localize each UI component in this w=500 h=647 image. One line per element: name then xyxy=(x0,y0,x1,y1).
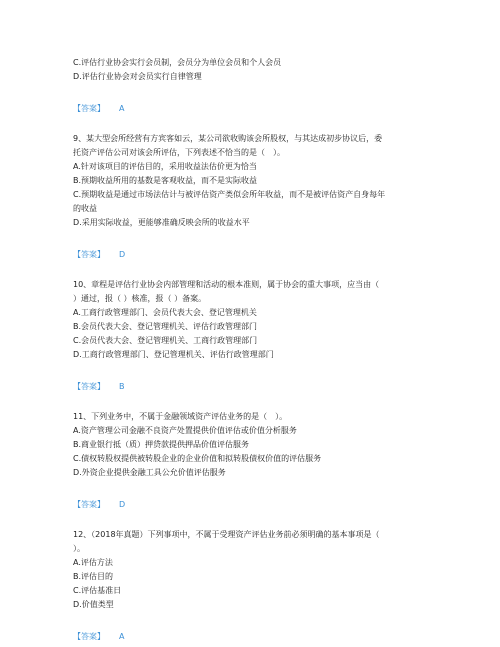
question-9 xyxy=(73,132,433,262)
option-d: D.价值类型 xyxy=(73,600,114,609)
option-d: D.工商行政管理部门、登记管理机关、评估行政管理部门 xyxy=(73,350,274,359)
question-stem-line: 11、下列业务中，不属于金融领域资产评估业务的是（ ）。 xyxy=(73,412,288,421)
answer-line xyxy=(73,630,433,644)
answer-value: D xyxy=(119,500,126,509)
answer-label: 【答案】 xyxy=(73,104,105,113)
option-b: B.会员代表大会、登记管理机关、评估行政管理部门 xyxy=(73,322,258,331)
answer-line xyxy=(73,380,433,394)
option-b: B.评估目的 xyxy=(73,572,114,581)
option-b: B.商业银行抵（质）押贷款提供押品价值评估服务 xyxy=(73,440,250,449)
question-stem-line: ）通过，报（ ）核准，报（ ）备案。 xyxy=(73,294,207,303)
option-c: C.债权转股权提供被转股企业的企业价值和拟转股债权价值的评估服务 xyxy=(73,454,322,463)
option-c: C.预期收益是通过市场法估计与被评估资产类似会所年收益，而不是被评估资产自身每年 xyxy=(73,190,386,199)
answer-label: 【答案】 xyxy=(73,500,105,509)
option-a: A.评估方法 xyxy=(73,558,113,567)
answer-value: A xyxy=(119,632,125,641)
option-d: D.外资企业提供金融工具公允价值评估服务 xyxy=(73,468,226,477)
answer-label: 【答案】 xyxy=(73,382,105,391)
answer-line xyxy=(73,248,433,262)
option-b: B.预期收益所用的基数是客观收益，而不是实际收益 xyxy=(73,176,258,185)
document-page xyxy=(73,56,433,644)
answer-label: 【答案】 xyxy=(73,632,105,641)
option-d: D.评估行业协会对会员实行自律管理 xyxy=(73,72,202,81)
question-12 xyxy=(73,528,433,644)
question-stem-line: 12、（2018年真题）下列事项中，不属于受理资产评估业务前必须明确的基本事项是（ xyxy=(73,530,380,539)
answer-value: B xyxy=(119,382,125,391)
option-c-continued: 的收益 xyxy=(73,204,97,213)
question-stem-line: 10、章程是评估行业协会内部管理和活动的根本准则，属于协会的重大事项，应当由（ xyxy=(73,280,380,289)
option-c: C.评估行业协会实行会员制，会员分为单位会员和个人会员 xyxy=(73,58,282,67)
option-c: C.评估基准日 xyxy=(73,586,122,595)
answer-value: D xyxy=(119,250,126,259)
option-a: A.工商行政管理部门、会员代表大会、登记管理机关 xyxy=(73,308,257,317)
question-stem-line: 托资产评估公司对该会所评估，下列表述不恰当的是（ ）。 xyxy=(73,148,285,157)
question-stem-line: ）。 xyxy=(73,544,85,553)
question-stem-line: 9、某大型会所经营有方宾客如云，某公司欲收购该会所股权，与其达成初步协议后，委 xyxy=(73,134,383,143)
question-11 xyxy=(73,410,433,512)
option-a: A.资产管理公司金融不良资产处置提供价值评估或价值分析服务 xyxy=(73,426,297,435)
answer-label: 【答案】 xyxy=(73,250,105,259)
answer-line xyxy=(73,498,433,512)
option-c: C.会员代表大会、登记管理机关、工商行政管理部门 xyxy=(73,336,258,345)
answer-value: A xyxy=(119,104,125,113)
answer-line xyxy=(73,102,433,116)
option-a: A.针对该项目的评估目的，采用收益法估价更为恰当 xyxy=(73,162,257,171)
question-10 xyxy=(73,278,433,394)
option-d: D.采用实际收益，更能够准确反映会所的收益水平 xyxy=(73,218,250,227)
